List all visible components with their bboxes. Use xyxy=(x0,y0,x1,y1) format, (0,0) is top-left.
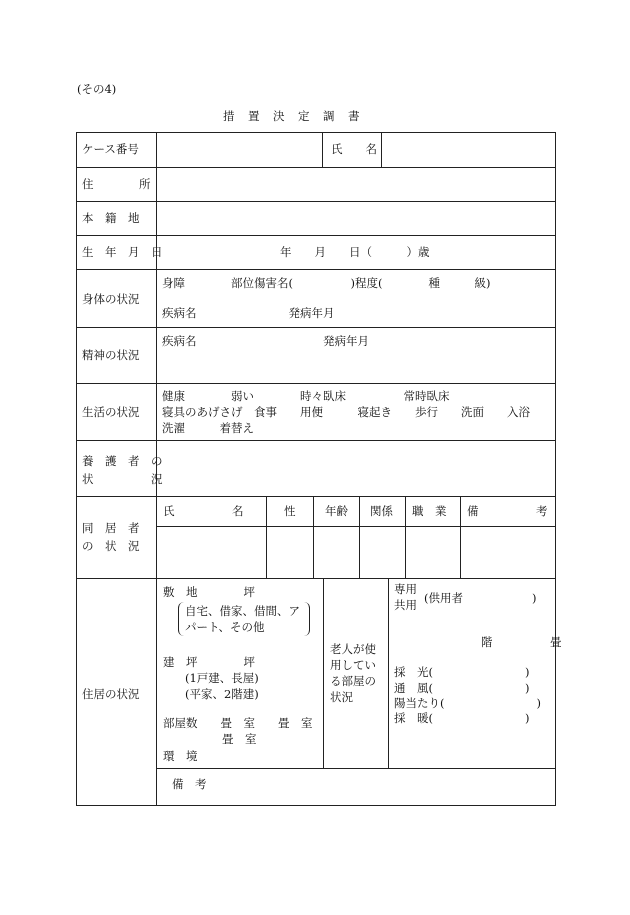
housing-site: 敷 地 坪 xyxy=(163,585,255,599)
housing-environment: 環 境 xyxy=(163,749,198,763)
name-label: 氏 名 xyxy=(331,142,377,156)
mental-line-1: 疾病名 発病年月 xyxy=(162,334,369,348)
housing-building: 建 坪 坪 xyxy=(163,655,255,669)
physical-line-2: 疾病名 発病年月 xyxy=(162,306,335,320)
life-label: 生活の状況 xyxy=(82,405,140,419)
page-title: 措 置 決 定 調 書 xyxy=(223,109,361,123)
domicile-field[interactable] xyxy=(160,206,552,232)
housing-type-line-1: 自宅、借家、借間、ア xyxy=(185,604,300,618)
name-field[interactable] xyxy=(385,140,553,164)
room-shared-with: (供用者 ) xyxy=(424,591,537,605)
case-number-field[interactable] xyxy=(160,140,320,164)
elder-room-line-2: 用してい xyxy=(330,658,376,672)
cohabitants-label-1: 同 居 者 xyxy=(82,521,140,535)
housing-rooms-2: 畳 室 xyxy=(222,732,257,746)
housing-type-line-2: パート、その他 xyxy=(185,620,265,634)
life-line-1: 健康 弱い 時々臥床 常時臥床 xyxy=(162,389,450,403)
cohab-header-sex: 性 xyxy=(284,504,296,518)
life-line-3: 洗濯 着替え xyxy=(162,421,254,435)
room-heating: 採 暖( ) xyxy=(394,711,530,725)
cohab-header-age: 年齢 xyxy=(325,504,348,518)
room-lighting: 採 光( ) xyxy=(394,665,530,679)
birth-date-age: 年 月 日（ ）歳 xyxy=(280,245,430,259)
housing-rooms-1: 部屋数 畳 室 畳 室 xyxy=(163,716,313,730)
room-exclusive: 専用 xyxy=(394,582,417,596)
case-number-label: ケース番号 xyxy=(82,142,139,156)
cohab-header-relation: 関係 xyxy=(370,504,393,518)
room-floor: 階 畳 xyxy=(481,635,562,649)
physical-label: 身体の状況 xyxy=(82,292,140,306)
address-field[interactable] xyxy=(160,172,552,198)
room-sunlight: 陽当たり( ) xyxy=(394,696,541,710)
address-label-1: 住 xyxy=(82,177,94,191)
physical-line-1: 身障 部位傷害名( )程度( 種 級) xyxy=(162,276,491,290)
room-shared: 共用 xyxy=(394,598,417,612)
housing-label: 住居の状況 xyxy=(82,687,140,701)
cohab-header-remarks: 備 考 xyxy=(467,504,548,518)
housing-remarks-label: 備 考 xyxy=(172,777,207,791)
form-number: (その4) xyxy=(77,82,117,96)
room-ventilation: 通 風( ) xyxy=(394,681,530,695)
address-label-2: 所 xyxy=(139,177,151,191)
caretaker-label-2: 状 況 xyxy=(82,472,163,486)
cohabitants-label-2: の 状 況 xyxy=(82,539,140,553)
domicile-label: 本 籍 地 xyxy=(82,211,140,225)
mental-label: 精神の状況 xyxy=(82,348,140,362)
housing-story-2: (平家、2階建) xyxy=(185,687,259,701)
housing-story-1: (1戸建、長屋) xyxy=(185,671,259,685)
cohab-header-job: 職 業 xyxy=(412,504,447,518)
caretaker-label-1: 養 護 者 の xyxy=(82,454,163,468)
birth-label: 生 年 月 日 xyxy=(82,245,163,259)
cohab-header-name: 氏 名 xyxy=(163,504,244,518)
elder-room-line-4: 状況 xyxy=(330,690,353,704)
elder-room-line-3: る部屋の xyxy=(330,674,376,688)
caretaker-field[interactable] xyxy=(160,445,552,493)
life-line-2: 寝具のあげさげ 食事 用便 寝起き 歩行 洗面 入浴 xyxy=(162,405,530,419)
elder-room-line-1: 老人が使 xyxy=(330,642,376,656)
